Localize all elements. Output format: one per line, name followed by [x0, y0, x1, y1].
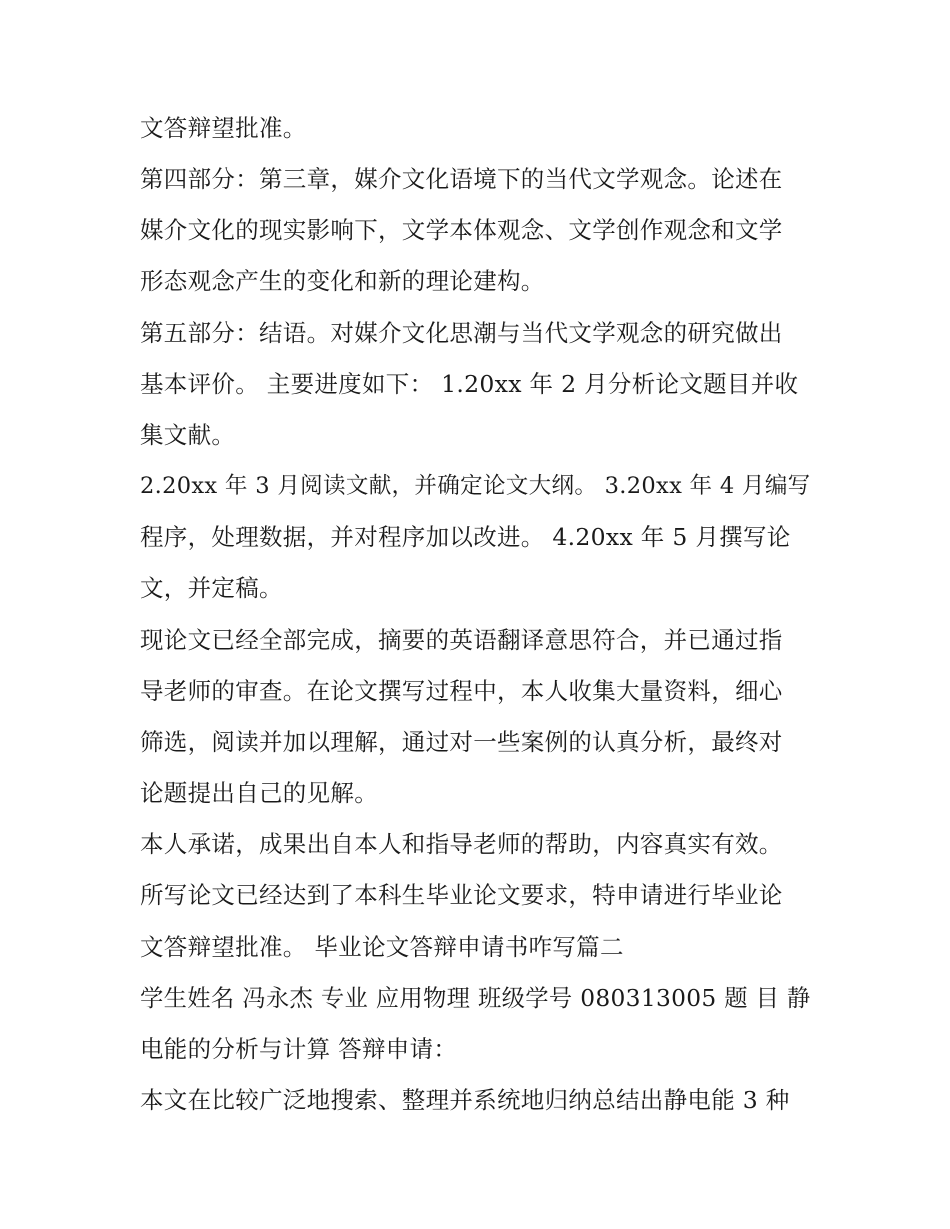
text-line: 文答辩望批准。: [140, 114, 307, 142]
text-line: 现论文已经全部完成，摘要的英语翻译意思符合，并已通过指: [140, 626, 783, 654]
text-line: 本文在比较广泛地搜索、整理并系统地归纳总结出静电能 3 种: [140, 1086, 790, 1114]
text-line: 筛选，阅读并加以理解，通过对一些案例的认真分析，最终对: [140, 728, 783, 756]
text-line: 程序，处理数据，并对程序加以改进。 4.20xx 年 5 月撰写论: [140, 523, 791, 551]
text-line: 文，并定稿。: [140, 574, 283, 602]
text-line: 基本评价。 主要进度如下： 1.20xx 年 2 月分析论文题目并收: [140, 370, 799, 398]
text-line: 集文献。: [140, 421, 236, 449]
text-line: 文答辩望批准。 毕业论文答辩申请书咋写篇二: [140, 933, 624, 961]
text-line: 媒介文化的现实影响下，文学本体观念、文学创作观念和文学: [140, 216, 783, 244]
text-line: 第四部分：第三章，媒介文化语境下的当代文学观念。论述在: [140, 165, 783, 193]
text-line: 本人承诺，成果出自本人和指导老师的帮助，内容真实有效。: [140, 830, 783, 858]
text-line: 2.20xx 年 3 月阅读文献，并确定论文大纲。 3.20xx 年 4 月编写: [140, 473, 811, 499]
text-line: 学生姓名 冯永杰 专业 应用物理 班级学号 080313005 题 目 静: [140, 984, 811, 1012]
text-line: 论题提出自己的见解。: [140, 779, 378, 807]
text-line: 导老师的审查。在论文撰写过程中，本人收集大量资料，细心: [140, 677, 783, 705]
text-line: 所写论文已经达到了本科生毕业论文要求，特申请进行毕业论: [140, 881, 783, 909]
text-line: 第五部分：结语。对媒介文化思潮与当代文学观念的研究做出: [140, 319, 783, 347]
text-line: 形态观念产生的变化和新的理论建构。: [140, 267, 545, 295]
text-line: 电能的分析与计算 答辩申请：: [140, 1035, 458, 1063]
